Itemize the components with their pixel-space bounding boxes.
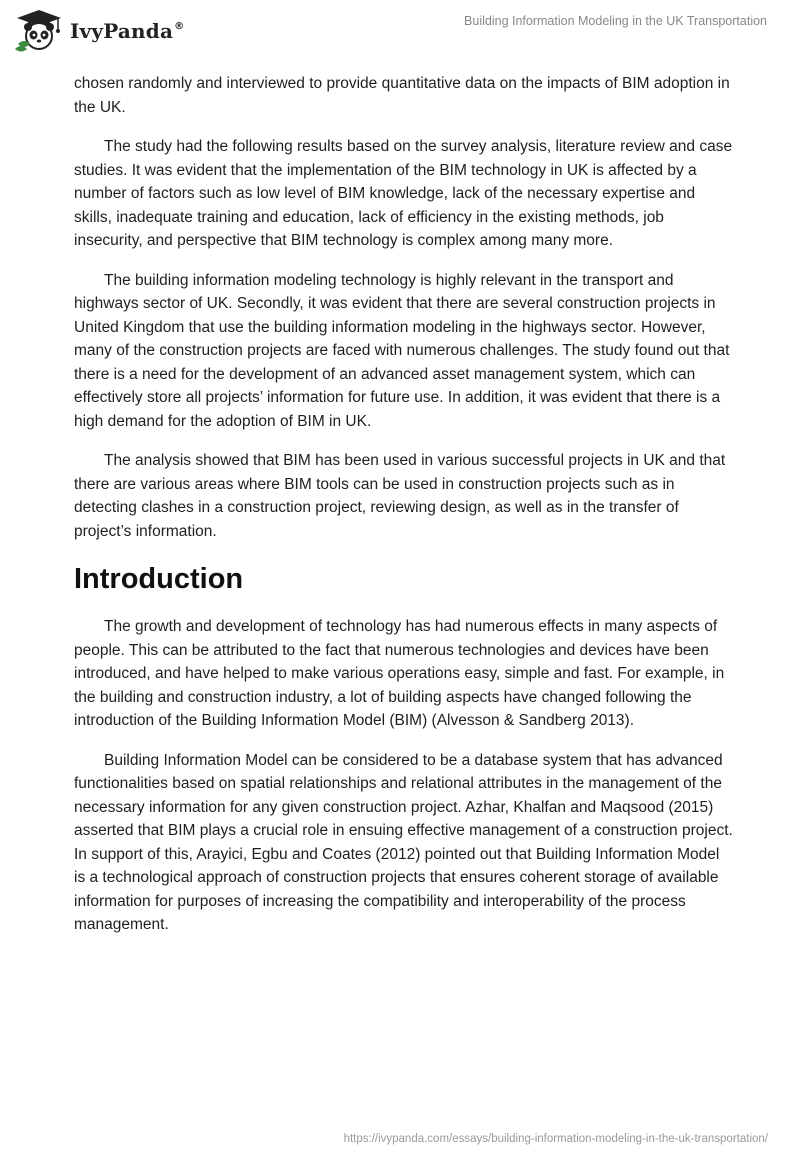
document-title: Building Information Modeling in the UK Transportation: [464, 14, 767, 28]
page-header: [0, 0, 800, 70]
paragraph-results: The study had the following results based on the survey analysis, literature review and case studies. It was evident that the implementation of the BIM technology in UK is affected by a number of factors such as low level of BIM knowledge, lack of the necessary expertise and skills, inadequate training and education, lack of efficiency in the existing methods, job insecurity, and perspective that BIM technology is complex among many more.: [74, 138, 733, 249]
panda-graduate-icon: [14, 8, 64, 52]
paragraph-relevance: The building information modeling technology is highly relevant in the transport and highways sector of UK. Secondly, it was evident that there are several construction projects in United Kingdom that use the building information modeling in the highways sector. However, many of the construction projects are faced with numerous challenges. The study found out that there is a need for the development of an advanced asset management system, which can effectively store all projects’ information for future use. In addition, it was evident that there is a high demand for the adoption of BIM in UK.: [74, 271, 730, 430]
source-url[interactable]: https://ivypanda.com/essays/building-information-modeling-in-the-uk-transportation/: [343, 1133, 768, 1145]
paragraph-continued: chosen randomly and interviewed to provide quantitative data on the impacts of BIM adoption in the UK.: [74, 75, 730, 116]
registered-mark: ®: [174, 21, 185, 32]
paragraph-intro-growth: The growth and development of technology has had numerous effects in many aspects of people. This can be attributed to the fact that numerous technologies and devices have been introduced, and have helped to make various operations easy, simple and fast. For example, in the building and construction industry, a lot of building aspects have changed following the introduction of the Building Information Model (BIM) (Alvesson & Sandberg 2013).: [74, 618, 725, 729]
ivypanda-logo[interactable]: [14, 8, 184, 52]
paragraph-analysis: The analysis showed that BIM has been used in various successful projects in UK and that there are various areas where BIM tools can be used in construction projects such as in detecting clashes in a construction project, reviewing design, as well as in the transfer of project’s information.: [74, 452, 726, 540]
logo-wordmark: IvyPanda®: [70, 19, 185, 43]
essay-body: [74, 72, 734, 953]
section-heading-introduction: Introduction: [74, 563, 244, 595]
paragraph-intro-bim-database: Building Information Model can be considered to be a database system that has advanced functionalities based on spatial relationships and relational attributes in the management of the necessary information for any given construction project. Azhar, Khalfan and Maqsood (2015) asserted that BIM plays a crucial role in ensuing effective management of a construction project. In support of this, Arayici, Egbu and Coates (2012) pointed out that Building Information Model is a technological approach of construction projects that ensures coherent storage of available information for purposes of increasing the compatibility and interoperability of the process management.: [74, 751, 733, 933]
